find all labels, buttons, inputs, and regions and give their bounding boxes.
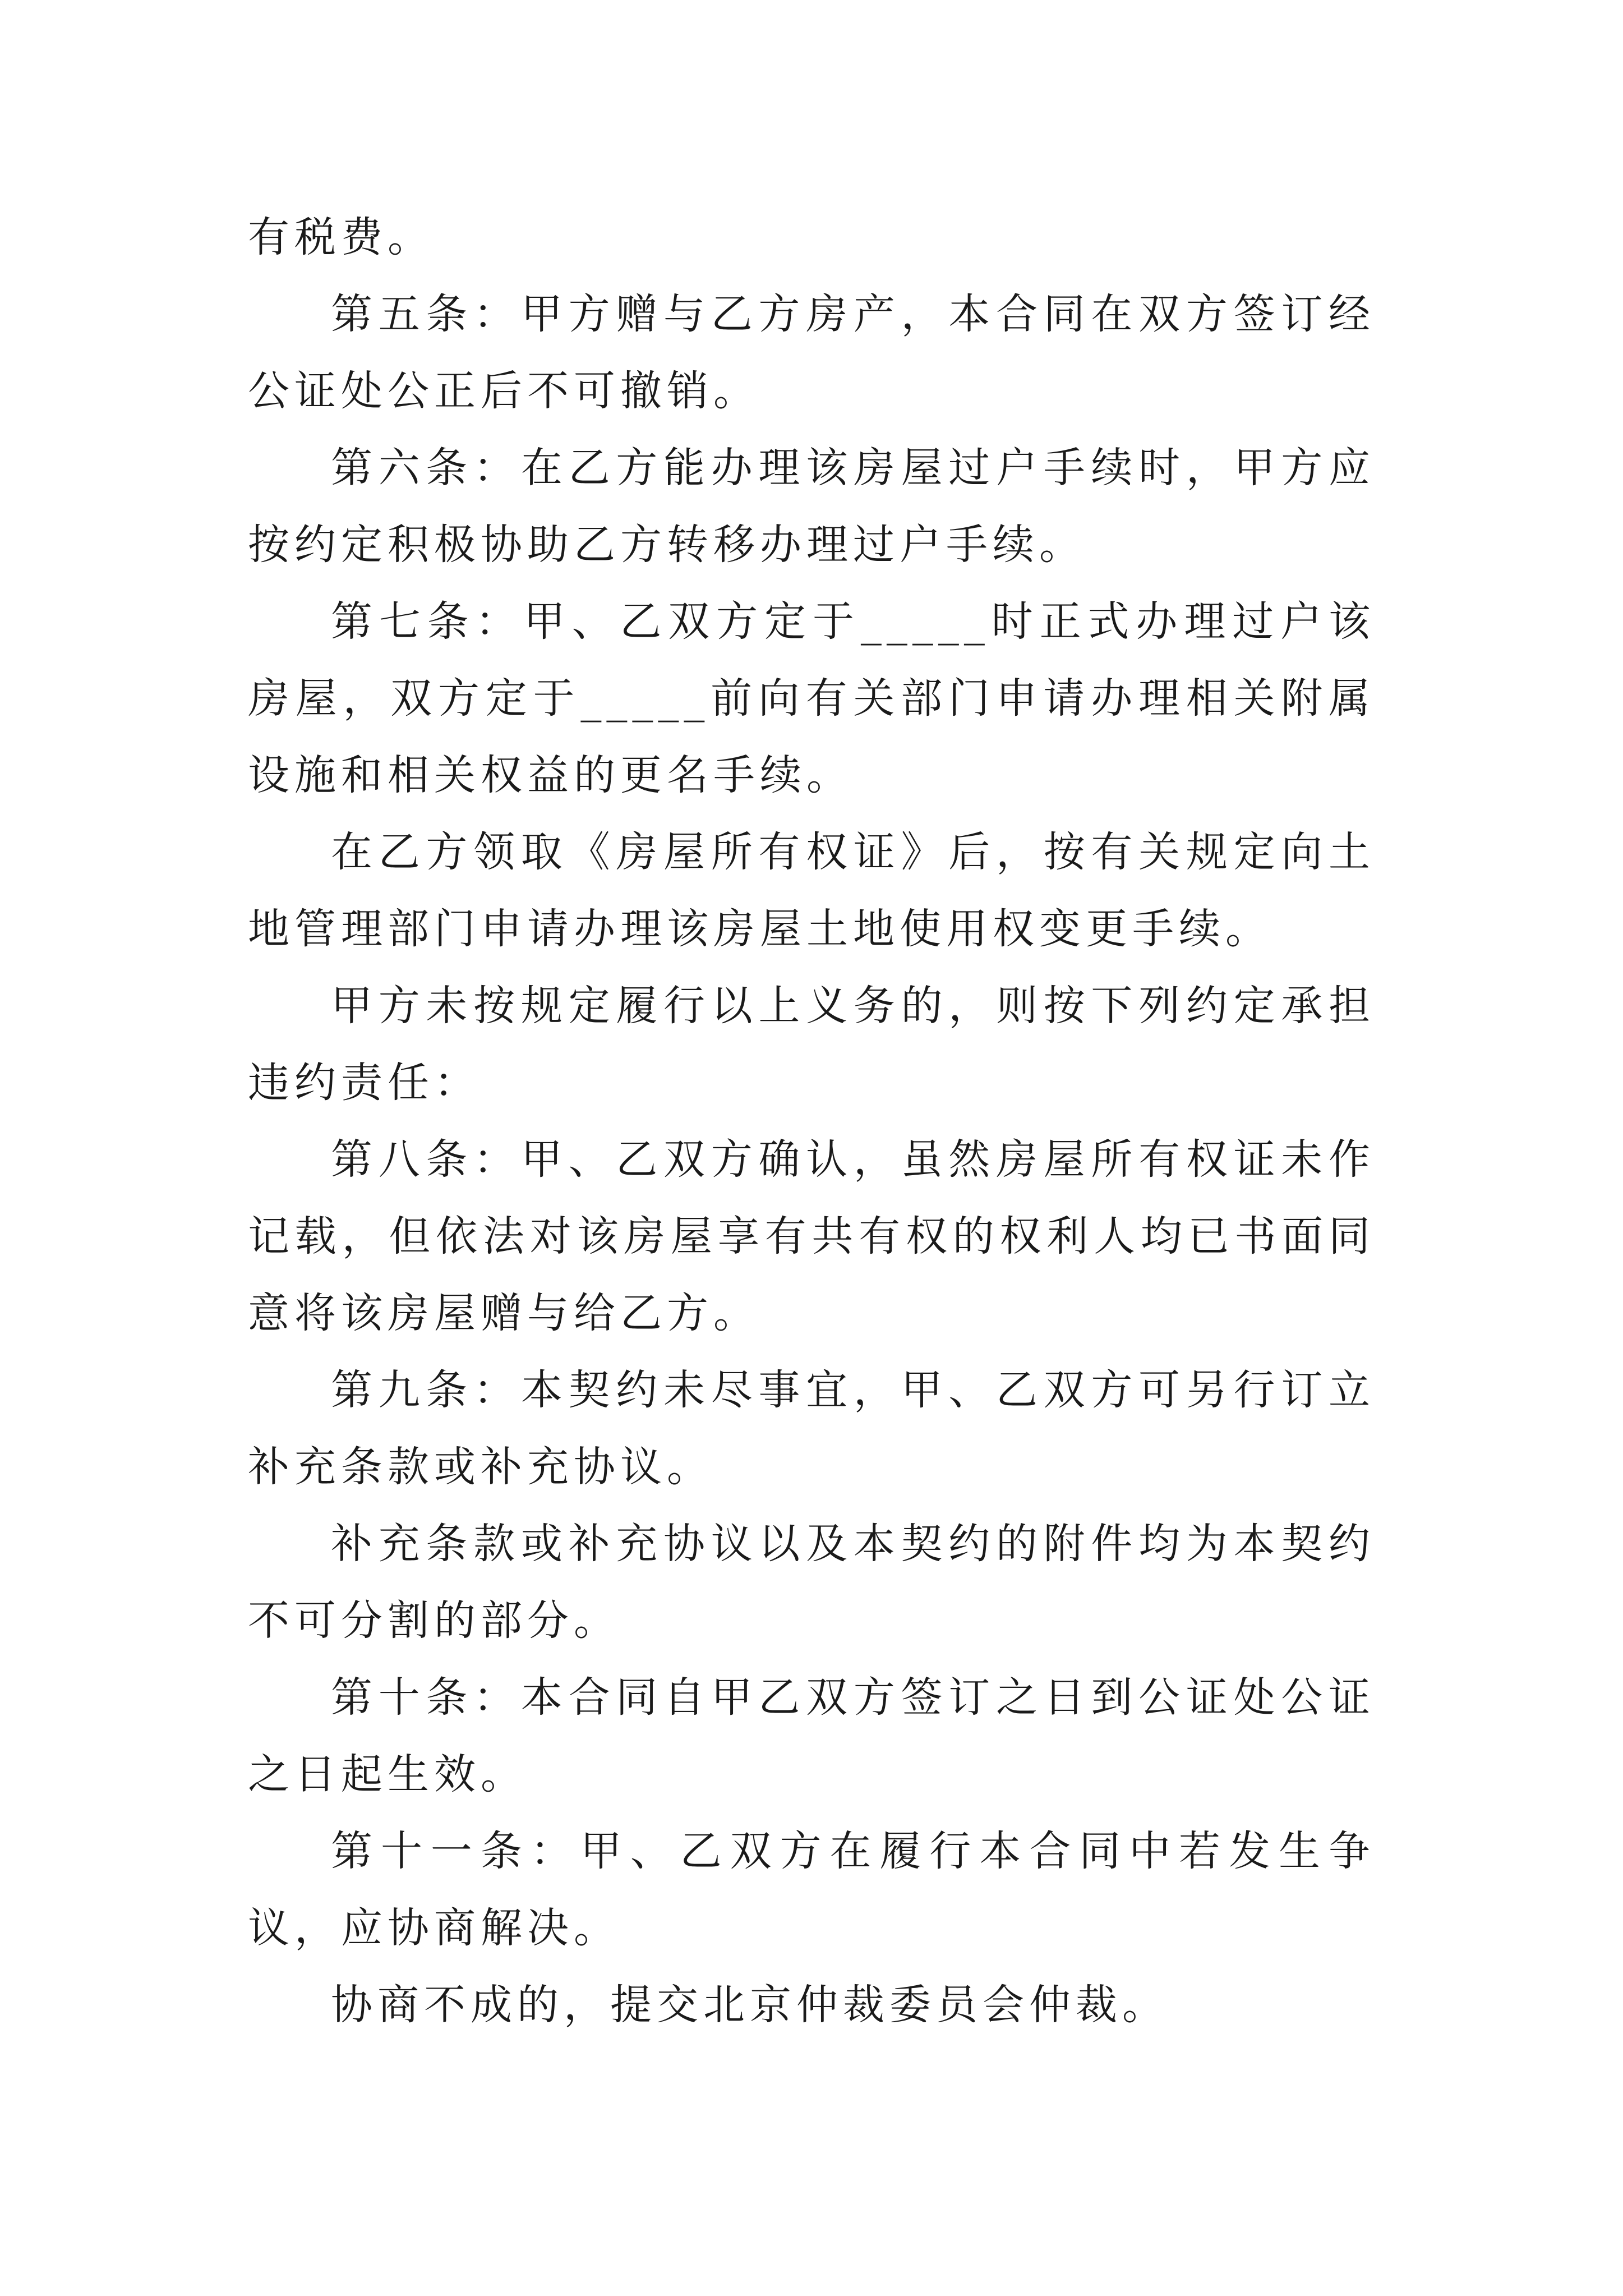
paragraph-article-5: 第五条：甲方赠与乙方房产，本合同在双方签订经公证处公正后不可撤销。 (248, 290, 1375, 415)
paragraph-liability: 甲方未按规定履行以上义务的，则按下列约定承担违约责任： (248, 982, 1375, 1107)
paragraph-article-9: 第九条：本契约未尽事宜，甲、乙双方可另行订立补充条款或补充协议。 (248, 1366, 1375, 1491)
paragraph-article-10: 第十条：本合同自甲乙双方签订之日到公证处公证之日起生效。 (248, 1673, 1375, 1798)
paragraph-supplement: 补充条款或补充协议以及本契约的附件均为本契约不可分割的部分。 (248, 1520, 1375, 1645)
paragraph-article-11: 第十一条：甲、乙双方在履行本合同中若发生争议，应协商解决。 (248, 1827, 1375, 1952)
paragraph-arbitration: 协商不成的，提交北京仲裁委员会仲裁。 (331, 1981, 1169, 2029)
paragraph-article-7: 第七条：甲、乙双方定于_____时正式办理过户该房屋，双方定于_____前向有关部门申请办理相关附属设施和相关权益的更名手续。 (248, 597, 1375, 799)
paragraph-continuation: 有税费。 (248, 213, 434, 261)
paragraph-land-use: 在乙方领取《房屋所有权证》后，按有关规定向土地管理部门申请办理该房屋土地使用权变更手续。 (248, 828, 1375, 953)
paragraph-article-8: 第八条：甲、乙双方确认，虽然房屋所有权证未作记载，但依法对该房屋享有共有权的权利人均已书面同意将该房屋赠与给乙方。 (248, 1135, 1375, 1337)
paragraph-article-6: 第六条：在乙方能办理该房屋过户手续时，甲方应按约定积极协助乙方转移办理过户手续。 (248, 444, 1375, 569)
document-body (248, 199, 1375, 2044)
